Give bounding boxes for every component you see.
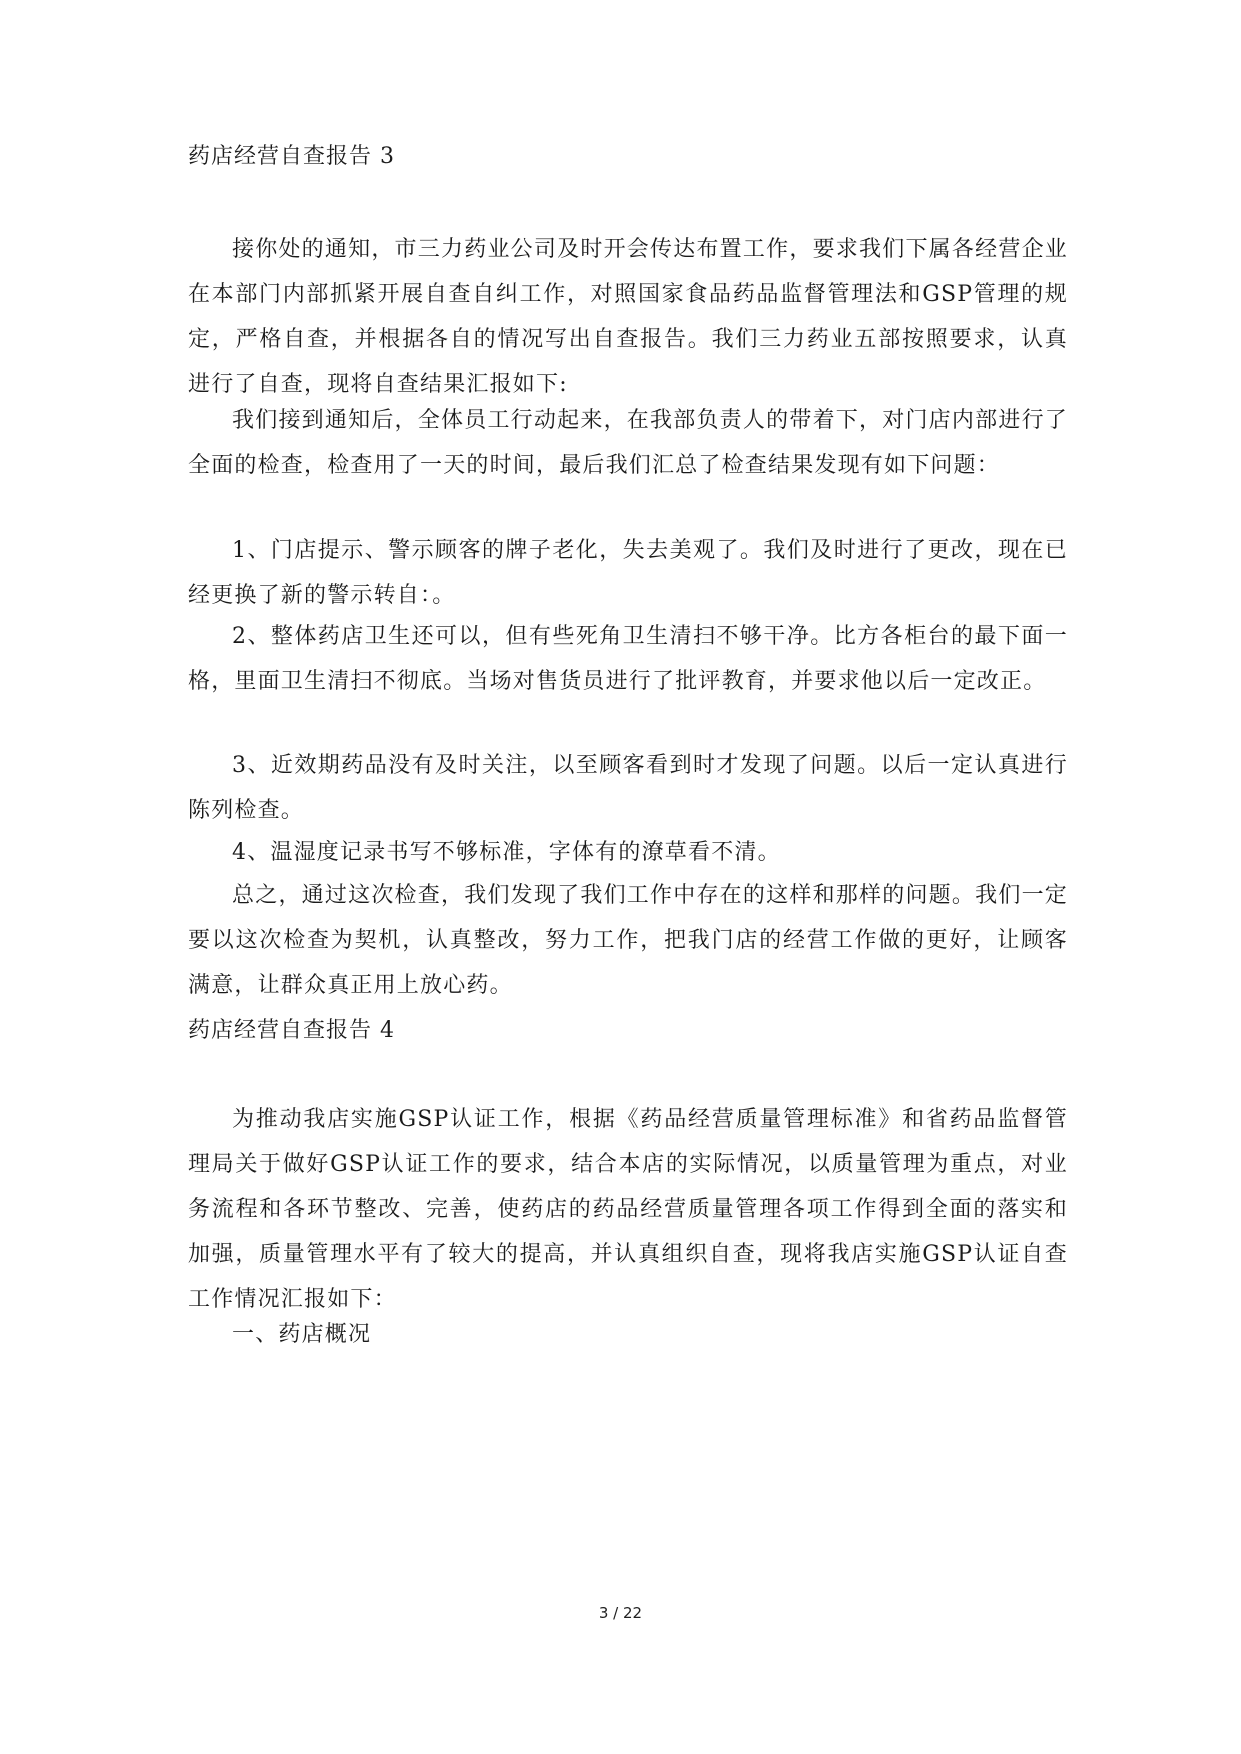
paragraph: 4、温湿度记录书写不够标准，字体有的潦草看不清。 — [232, 840, 781, 865]
paragraph: 2、整体药店卫生还可以，但有些死角卫生清扫不够干净。比方各柜台的最下面一格，里面卫生清扫不彻底。当场对售货员进行了批评教育，并要求他以后一定改正。 — [188, 624, 1068, 694]
paragraph: 为推动我店实施GSP认证工作，根据《药品经营质量管理标准》和省药品监督管理局关于做好GSP认证工作的要求，结合本店的实际情况，以质量管理为重点，对业务流程和各环节整改、完善，使药店的药品经营质量管理各项工作得到全面的落实和加强，质量管理水平有了较大的提高，并认真组织自查，现将我店实施GSP认证自查工作情况汇报如下： — [188, 1107, 1068, 1312]
paragraph: 一、药店概况 — [232, 1322, 372, 1347]
paragraph: 接你处的通知，市三力药业公司及时开会传达布置工作，要求我们下属各经营企业在本部门内部抓紧开展自查自纠工作，对照国家食品药品监督管理法和GSP管理的规定，严格自查，并根据各自的情况写出自查报告。我们三力药业五部按照要求，认真进行了自查，现将自查结果汇报如下: — [188, 237, 1068, 397]
paragraph: 1、门店提示、警示顾客的牌子老化，失去美观了。我们及时进行了更改，现在已经更换了新的警示转自：。 — [188, 538, 1068, 608]
section-title-report-4: 药店经营自查报告 4 — [188, 1018, 395, 1043]
paragraph: 我们接到通知后，全体员工行动起来，在我部负责人的带着下，对门店内部进行了全面的检查，检查用了一天的时间，最后我们汇总了检查结果发现有如下问题： — [188, 408, 1068, 478]
section-title-report-3: 药店经营自查报告 3 — [188, 144, 395, 169]
paragraph: 总之，通过这次检查，我们发现了我们工作中存在的这样和那样的问题。我们一定要以这次检查为契机，认真整改，努力工作，把我门店的经营工作做的更好，让顾客满意，让群众真正用上放心药。 — [188, 883, 1068, 998]
page-number: 3 / 22 — [598, 1604, 643, 1622]
paragraph: 3、近效期药品没有及时关注，以至顾客看到时才发现了问题。以后一定认真进行陈列检查。 — [188, 753, 1068, 823]
